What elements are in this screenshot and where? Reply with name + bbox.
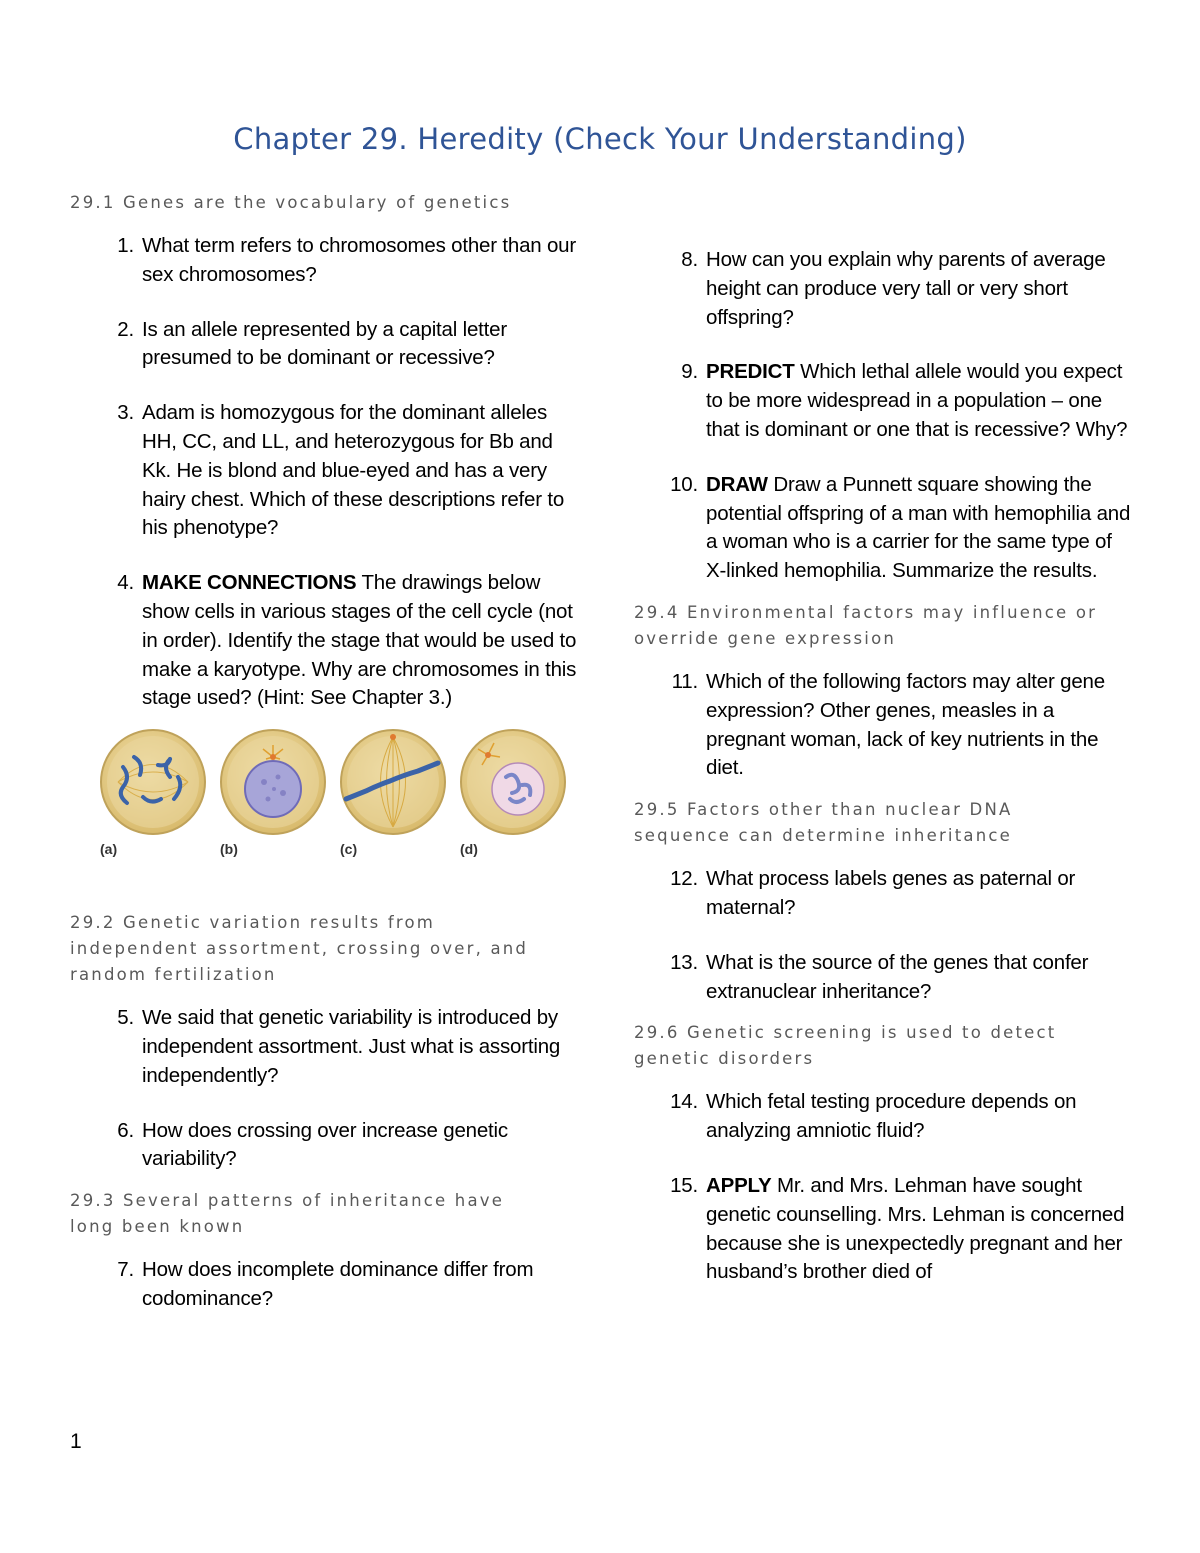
question-number: 5.	[117, 1006, 134, 1030]
question-number: 1.	[117, 234, 134, 257]
question-number: 3.	[117, 401, 134, 425]
question-text: Is an allele represented by a capital letter presumed to be dominant or recessive?	[142, 317, 507, 370]
question-number: 6.	[117, 1118, 134, 1142]
question-text: Which of the following factors may alter gene expression? Other genes, measles in a pregnant woman, lack of key nutrients in the diet.	[706, 669, 1105, 780]
question-12	[634, 865, 1134, 923]
question-label: DRAW	[706, 472, 768, 496]
question-15	[634, 1172, 1134, 1287]
question-label: MAKE CONNECTIONS	[142, 571, 357, 595]
section-heading: 29.3 Several patterns of inheritance have long been known	[70, 1191, 505, 1237]
question-10	[634, 471, 1134, 586]
question-number: 10.	[670, 472, 698, 496]
cell-cycle-figure	[98, 727, 578, 862]
cell-b-illustration	[218, 727, 328, 837]
question-number: 2.	[117, 317, 134, 341]
page-number: 1	[70, 1430, 82, 1453]
question-4	[70, 569, 580, 713]
question-number: 12.	[670, 867, 698, 891]
section-heading: 29.5 Factors other than nuclear DNA sequence can determine inheritance	[634, 800, 1013, 846]
question-1	[70, 232, 580, 290]
question-number: 14.	[670, 1090, 698, 1114]
question-number: 15.	[670, 1173, 698, 1197]
question-number: 13.	[670, 950, 698, 974]
question-label: PREDICT	[706, 360, 795, 384]
question-number: 8.	[681, 248, 698, 271]
figure-label-a: (a)	[100, 841, 118, 858]
question-label: APPLY	[706, 1173, 772, 1197]
question-number: 7.	[117, 1258, 134, 1282]
question-text: What process labels genes as paternal or maternal?	[706, 867, 1076, 919]
question-7	[70, 1256, 580, 1314]
question-text: What is the source of the genes that confer extranuclear inheritance?	[706, 950, 1089, 1003]
question-3	[70, 399, 580, 543]
question-2	[70, 316, 580, 374]
question-text: How does incomplete dominance differ from codominance?	[142, 1258, 534, 1310]
cell-d-illustration	[458, 727, 568, 837]
cell-a-illustration	[98, 727, 208, 837]
question-13	[634, 949, 1134, 1007]
question-text	[142, 569, 580, 713]
left-column	[70, 190, 580, 1314]
question-text	[706, 358, 1134, 444]
question-11	[634, 668, 1134, 783]
question-body: Draw a Punnett square showing the potential offspring of a man with hemophilia and a woman who is a carrier for the same type of X-linked hemophilia. Summarize the results.	[706, 472, 1131, 583]
question-text: What term refers to chromosomes other than our sex chromosomes?	[142, 234, 577, 286]
figure-label-d: (d)	[460, 841, 478, 858]
question-number: 4.	[117, 571, 134, 595]
question-5	[70, 1004, 580, 1090]
right-column	[634, 246, 1134, 1287]
question-text	[706, 1172, 1134, 1287]
question-body: Which lethal allele would you expect to be more widespread in a population – one that is dominant or one that is recessive? Why?	[706, 360, 1128, 441]
question-text: How can you explain why parents of average height can produce very tall or very short offspring?	[706, 248, 1106, 329]
page-title: Chapter 29. Heredity (Check Your Understanding)	[233, 122, 967, 156]
question-body: The drawings below show cells in various stages of the cell cycle (not in order). Identify the stage that would be used to make a karyotype. Why are chromosomes in this stage used? (Hint: See Chapter 3.)	[142, 571, 577, 710]
question-text: How does crossing over increase genetic variability?	[142, 1118, 508, 1171]
question-number: 9.	[681, 360, 698, 384]
question-text: We said that genetic variability is introduced by independent assortment. Just what is assorting independently?	[142, 1006, 561, 1087]
question-number: 11.	[671, 669, 698, 693]
section-heading: 29.6 Genetic screening is used to detect genetic disorders	[634, 1023, 1057, 1069]
question-text	[706, 471, 1134, 586]
question-6	[70, 1117, 580, 1175]
section-heading: 29.4 Environmental factors may influence or override gene expression	[634, 602, 1098, 648]
question-text: Adam is homozygous for the dominant alleles HH, CC, and LL, and heterozygous for Bb and Kk. He is blond and blue-eyed and has a very hairy chest. Which of these descriptions refer to his phenotype?	[142, 401, 565, 540]
cell-c-illustration	[338, 727, 448, 837]
question-8	[634, 246, 1134, 332]
figure-label-b: (b)	[220, 841, 238, 858]
figure-label-c: (c)	[340, 841, 358, 858]
question-text: Which fetal testing procedure depends on analyzing amniotic fluid?	[706, 1090, 1077, 1143]
section-heading: 29.2 Genetic variation results from independent assortment, crossing over, and random fertilization	[70, 913, 529, 985]
question-14	[634, 1088, 1134, 1146]
question-9	[634, 358, 1134, 444]
question-body: Mr. and Mrs. Lehman have sought genetic counselling. Mrs. Lehman is concerned because she is unexpectedly pregnant and her husband’s brother died of	[706, 1173, 1125, 1284]
section-heading: 29.1 Genes are the vocabulary of genetics	[70, 193, 512, 212]
